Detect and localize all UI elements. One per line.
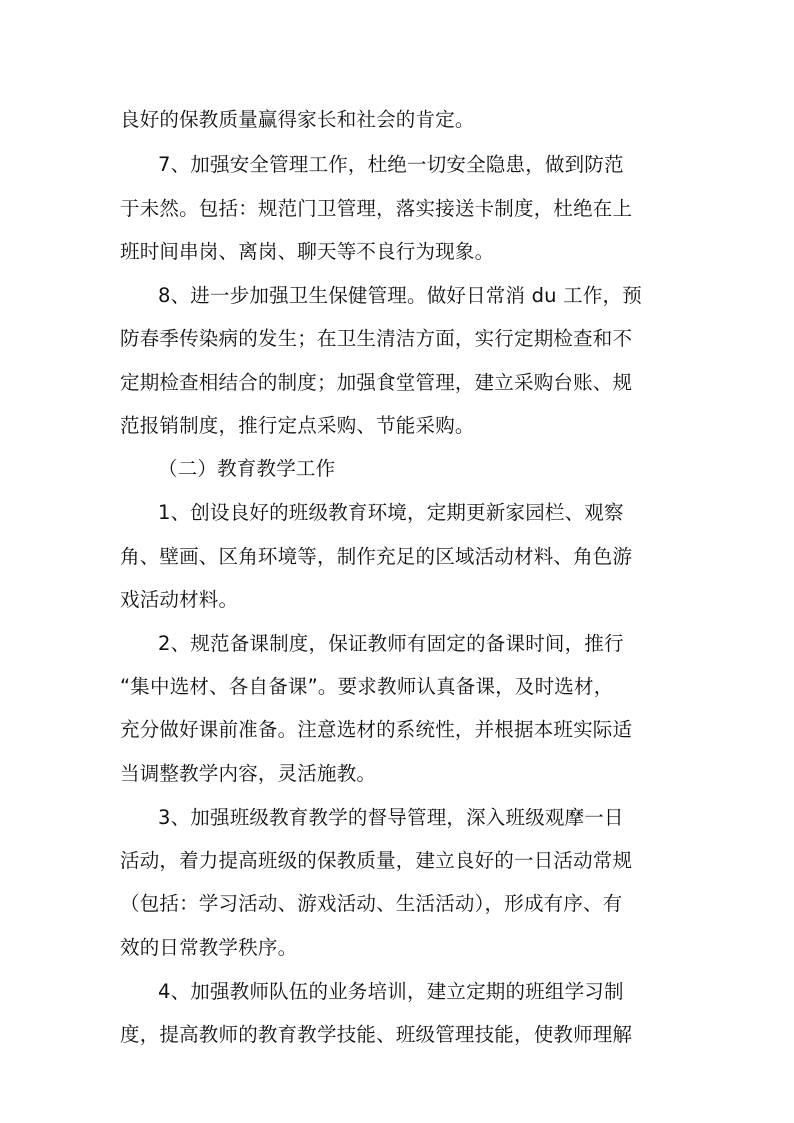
list-item-8-line: 防春季传染病的发生；在卫生清洁方面，实行定期检查和不	[120, 327, 633, 350]
list-item-1-line: 1、创设良好的班级教育环境，定期更新家园栏、观察	[158, 501, 624, 524]
list-item-3-line: 效的日常教学秩序。	[120, 936, 298, 959]
list-item-3-line: 活动，着力提高班级的保教质量，建立良好的一日活动常规	[120, 849, 633, 872]
body-text-line: 良好的保教质量赢得家长和社会的肯定。	[120, 108, 475, 131]
list-item-7-line: 班时间串岗、离岗、聊天等不良行为现象。	[120, 240, 495, 263]
list-item-8-line: 范报销制度，推行定点采购、节能采购。	[120, 414, 475, 437]
list-item-4-line: 4、加强教师队伍的业务培训，建立定期的班组学习制	[158, 980, 624, 1003]
section-heading: （二）教育教学工作	[158, 457, 336, 480]
list-item-3-line: （包括：学习活动、游戏活动、生活活动），形成有序、有	[120, 892, 623, 915]
list-item-3-line: 3、加强班级教育教学的督导管理，深入班级观摩一日	[158, 806, 624, 829]
list-item-2-line: 充分做好课前准备。注意选材的系统性，并根据本班实际适	[120, 718, 633, 741]
list-item-4-line: 度，提高教师的教育教学技能、班级管理技能，使教师理解	[120, 1023, 633, 1046]
list-item-7-line: 于未然。包括：规范门卫管理，落实接送卡制度，杜绝在上	[120, 197, 633, 220]
list-item-2-line: 2、规范备课制度，保证教师有固定的备课时间，推行	[158, 632, 624, 655]
list-item-7-line: 7、加强安全管理工作，杜绝一切安全隐患，做到防范	[158, 153, 624, 176]
list-item-1-line: 戏活动材料。	[120, 588, 239, 611]
list-item-1-line: 角、壁画、区角环境等，制作充足的区域活动材料、角色游	[120, 545, 633, 568]
list-item-8-line: 8、进一步加强卫生保健管理。做好日常消 du 工作，预	[158, 284, 642, 307]
list-item-2-line: 当调整教学内容，灵活施教。	[120, 762, 377, 785]
list-item-8-line: 定期检查相结合的制度；加强食堂管理，建立采购台账、规	[120, 371, 633, 394]
list-item-2-line: “集中选材、各自备课”。要求教师认真备课，及时选材，	[120, 675, 614, 698]
